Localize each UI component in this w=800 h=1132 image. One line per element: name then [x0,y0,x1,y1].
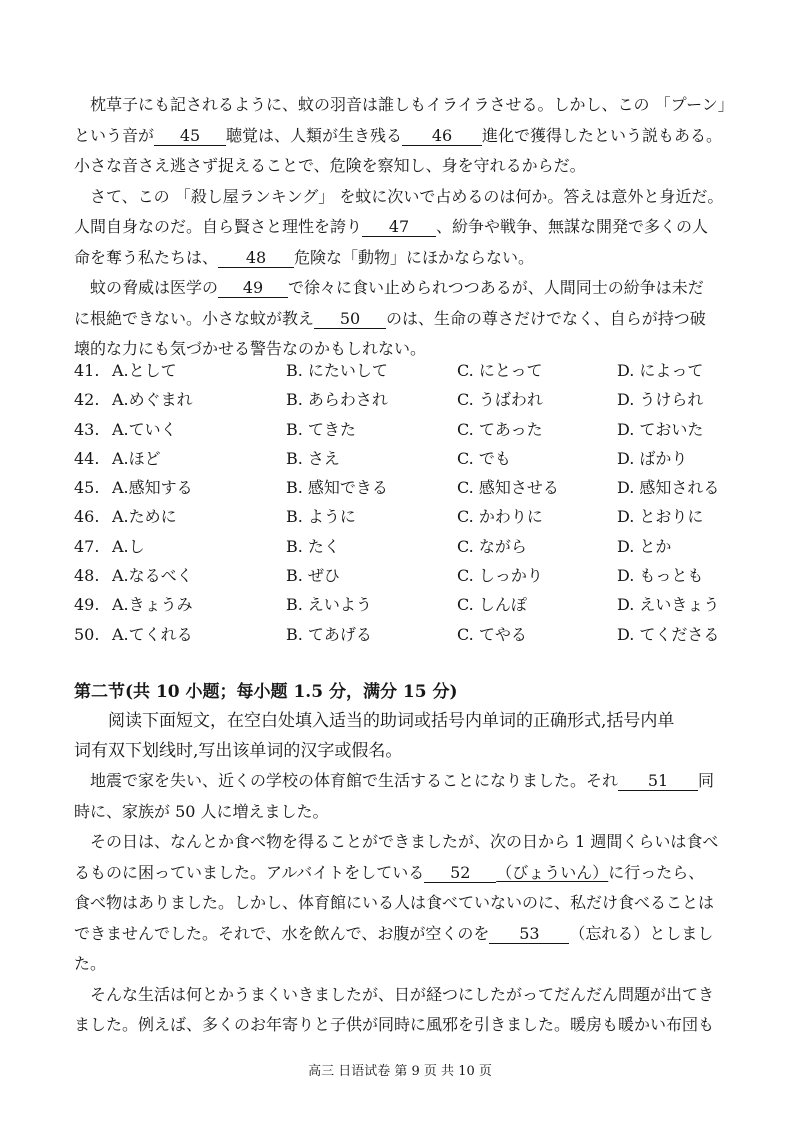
question-row [74,590,734,619]
text: さて、この 「殺し屋ランキング」 を蚊に次いで占めるのは何か。答えは意外と身近だ。 [90,186,724,206]
question-row [74,385,734,414]
text: 词有双下划线时,写出该单词的汉字或假名。 [74,741,403,761]
text: という音が [74,125,155,145]
option-d: D. とおりに [617,507,704,527]
passage2-para2-line1 [74,827,730,858]
blank-46: 46 [402,126,482,146]
question-row [74,620,734,649]
question-number: 46. [74,507,100,527]
option-b: B. ぜひ [286,566,340,586]
blank-47: 47 [362,217,436,237]
text: 進化で獲得したという説もある。 [482,125,723,145]
page-footer: 高三 日语试卷 第 9 页 共 10 页 [308,1064,492,1079]
passage1-para2-line2 [74,212,730,243]
text: としまし [649,923,714,943]
text: 時に、家族が 50 人に増えました。 [74,801,329,821]
option-d: D. ばかり [617,448,688,468]
text: できませんでした。それで、水を飲んで、お腹が空くのを [74,923,490,943]
question-row [74,561,734,590]
text: 地震で家を失い、近くの学校の体育館で生活することになりました。それ [90,771,619,790]
option-b: B. 感知できる [286,478,388,498]
question-row [74,415,734,444]
option-a: A.ために [112,507,177,527]
blank-52: 52 [424,863,496,883]
passage2-para2-line2 [74,858,730,889]
option-a: A.ていく [112,419,177,439]
question-row [74,444,734,473]
passage2-para2-line3 [74,888,730,919]
question-number: 43. [74,419,100,439]
option-d: D. もっとも [617,566,704,586]
passage2-para3-line2 [74,1010,730,1041]
text: 阅读下面短文，在空白处填入适当的助词或括号内单词的正确形式,括号内单 [108,711,675,731]
text: 食べ物はありました。しかし、体育館にいる人は食べていないのに、私だけ食べることは [74,893,715,912]
option-c: C. ながら [457,536,527,556]
passage1-para1-line1 [74,90,734,121]
option-a: A.めぐまれ [112,390,193,410]
text: 枕草子にも記されるように、蚊の羽音は誰しもイライラさせる。しかし、この 「プーン」 [90,95,734,114]
option-d: D. によって [617,361,704,380]
text: 危険な「動物」にほかならない。 [294,247,535,267]
blank-49: 49 [218,278,288,298]
question-number: 47. [74,536,100,556]
option-d: D. えいきょう [617,595,720,615]
passage2-para2-line5 [74,949,730,980]
passage1-para3-line1 [74,273,730,304]
option-b: B. ように [286,507,356,527]
question-number: 50. [74,624,100,644]
section-title: 第二节(共 10 小题；每小题 1.5 分，满分 15 分) [74,682,458,702]
text: 聴覚は、人類が生き残る [226,125,403,145]
blank-51: 51 [618,771,698,791]
option-d: D. うけられ [617,390,704,410]
text: 同 [698,771,715,790]
option-c: C. しっかり [457,566,543,586]
option-b: B. えいよう [286,595,372,615]
question-row [74,502,734,531]
text: そんな生活は何とかうまくいきましたが、日が経つにしたがってだんだん問題が出てき [90,984,715,1004]
option-b: B. にたいして [286,361,388,380]
text: に行ったら、 [608,862,705,882]
question-number: 49. [74,595,100,615]
option-c: C. うばわれ [457,390,543,410]
text: た。 [74,954,107,973]
text: 小さな音さえ逃さず捉えることで、危険を察知し、身を守れるからだ。 [74,156,586,175]
text: るものに困っていました。アルバイトをしている [74,862,425,882]
option-a: A.きょうみ [112,595,193,615]
option-a: A.として [112,361,177,380]
passage1-para1-line2 [74,121,730,152]
text: その日は、なんとか食べ物を得ることができましたが、次の日から 1 週間くらいは食べ [90,832,719,851]
text: に根絶できない。小さな蚊が教え [74,308,315,328]
text: 人間自身なのだ。自ら賢さと理性を誇り [74,217,363,236]
passage1-para2-line1 [74,182,730,213]
option-c: C. しんぽ [457,595,527,615]
passage1-para3-line2 [74,304,730,335]
question-number: 48. [74,566,100,586]
option-a: A.てくれる [112,624,193,644]
question-number: 44. [74,448,100,468]
text: で徐々に食い止められつつあるが、人間同士の紛争は未だ [288,278,704,297]
option-b: B. てあげる [286,624,372,644]
option-b: B. てきた [286,419,356,439]
question-number: 45. [74,478,100,498]
hint-byouin: （びょういん） [496,862,609,882]
passage2-para2-line4 [74,919,730,950]
text: 蚊の脅威は医学の [90,278,219,297]
option-c: C. てやる [457,624,527,644]
section-instructions-line1 [74,706,730,737]
option-a: A.し [112,536,145,556]
question-number: 41. [74,361,100,380]
blank-48: 48 [218,248,294,268]
option-d: D. ておいた [617,419,704,439]
option-b: B. たく [286,536,340,556]
option-c: C. てあった [457,419,543,439]
option-c: C. 感知させる [457,478,559,498]
text: ました。例えば、多くのお年寄りと子供が同時に風邪を引きました。暖房も暖かい布団も [74,1015,715,1034]
option-a: A.なるべく [112,566,193,586]
blank-53: 53 [489,924,569,944]
passage1-para1-line3 [74,151,730,182]
option-b: B. さえ [286,448,340,468]
text: 壊的な力にも気づかせる警告なのかもしれない。 [74,339,427,358]
question-row [74,532,734,561]
question-row [74,356,734,385]
option-c: C. かわりに [457,507,543,527]
passage2-para3-line1 [74,980,730,1011]
option-d: D. とか [617,536,672,556]
passage1-para2-line3 [74,243,730,274]
section-instructions-line2 [74,736,730,767]
option-a: A.ほど [112,448,161,468]
text: 命を奪う私たちは、 [74,247,219,267]
passage2-para1-line2 [74,797,730,828]
hint-wasureru: （忘れる） [569,923,650,943]
question-options [74,356,734,649]
question-row [74,473,734,502]
option-b: B. あらわされ [286,390,388,410]
question-number: 42. [74,390,100,410]
blank-50: 50 [314,309,386,329]
blank-45: 45 [154,126,226,146]
option-d: D. 感知される [617,478,720,498]
option-c: C. にとって [457,361,543,380]
option-d: D. てくださる [617,624,720,644]
text: のは、生命の尊さだけでなく、自らが持つ破 [386,308,706,328]
option-a: A.感知する [112,478,193,498]
text: 、紛争や戦争、無謀な開発で多くの人 [436,217,709,236]
option-c: C. でも [457,448,511,468]
passage2-para1-line1 [74,766,730,797]
